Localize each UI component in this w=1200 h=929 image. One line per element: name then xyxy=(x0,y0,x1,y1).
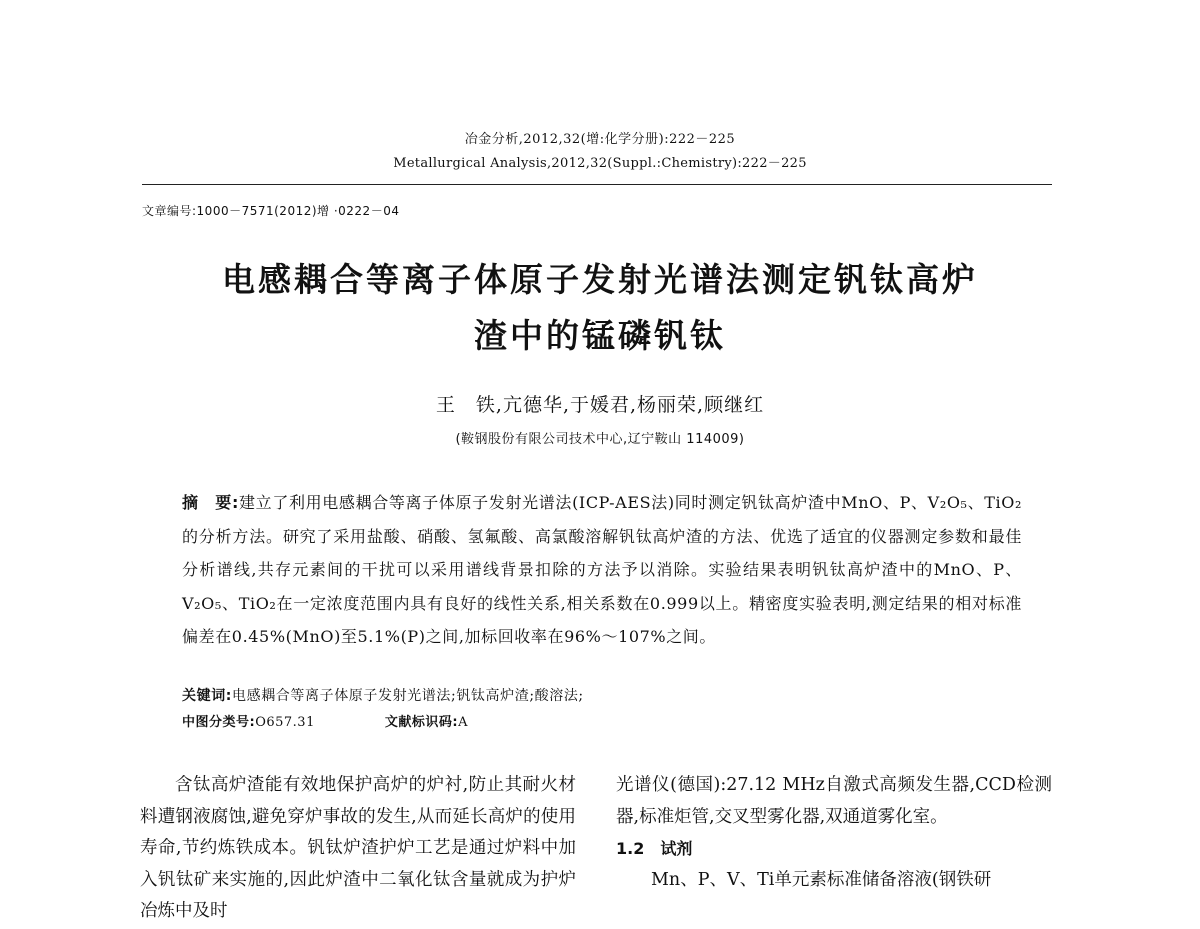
affiliation: (鞍钢股份有限公司技术中心,辽宁鞍山 114009) xyxy=(455,432,745,447)
journal-citation-en: Metallurgical Analysis,2012,32(Suppl.:Chemistry):222－225 xyxy=(393,156,807,171)
classification xyxy=(182,711,468,730)
abstract-label: 摘 要: xyxy=(182,493,239,512)
abstract-text: 建立了利用电感耦合等离子体原子发射光谱法(ICP-AES法)同时测定钒钛高炉渣中MnO、P、V₂O₅、TiO₂的分析方法。研究了采用盐酸、硝酸、氢氟酸、高氯酸溶解钒钛高炉渣的方法、优选了适宜的仪器测定参数和最佳分析谱线,共存元素间的干扰可以采用谱线背景扣除的方法予以消除。实验结果表明钒钛高炉渣中的MnO、P、V₂O₅、TiO₂在一定浓度范围内具有良好的线性关系,相关系数在0.999以上。精密度实验表明,测定结果的相对标准偏差在0.45%(MnO)至5.1%(P)之间,加标回收率在96%～107%之间。 xyxy=(182,493,1022,646)
author-list: 王 铁,亢德华,于媛君,杨丽荣,顾继红 xyxy=(435,394,765,416)
keywords-text: 电感耦合等离子体原子发射光谱法;钒钛高炉渣;酸溶法; xyxy=(232,688,584,704)
title-line-1: 电感耦合等离子体原子发射光谱法测定钒钛高炉 xyxy=(222,260,978,299)
clc-value: O657.31 xyxy=(255,715,315,730)
header-rule xyxy=(142,184,1052,185)
article-number: 文章编号:1000－7571(2012)增 ·0222－04 xyxy=(142,204,400,218)
clc-label: 中图分类号: xyxy=(182,715,256,730)
doc-code-label: 文献标识码: xyxy=(384,715,459,730)
instrument-paragraph: 光谱仪(德国):27.12 MHz自激式高频发生器,CCD检测器,标准炬管,交叉型雾化器,双通道雾化室。 xyxy=(616,775,1052,827)
reagents-paragraph: Mn、P、V、Ti单元素标准储备溶液(钢铁研 xyxy=(651,869,992,890)
body-column-left xyxy=(140,770,576,928)
section-heading-reagents: 1.2 试剂 xyxy=(616,839,693,858)
doc-code-value: A xyxy=(458,715,468,730)
keywords xyxy=(182,685,584,705)
journal-citation-cn: 冶金分析,2012,32(增:化学分册):222－225 xyxy=(464,132,736,147)
body-column-right xyxy=(616,770,1052,896)
title-line-2: 渣中的锰磷钒钛 xyxy=(474,316,726,355)
abstract xyxy=(182,486,1022,654)
keywords-label: 关键词: xyxy=(182,688,232,704)
intro-paragraph: 含钛高炉渣能有效地保护高炉的炉衬,防止其耐火材料遭钢液腐蚀,避免穿炉事故的发生,从而延长高炉的使用寿命,节约炼铁成本。钒钛炉渣护炉工艺是通过炉料中加入钒钛矿来实施的,因此炉渣中二氧化钛含量就成为护炉冶炼中及时 xyxy=(140,775,576,921)
